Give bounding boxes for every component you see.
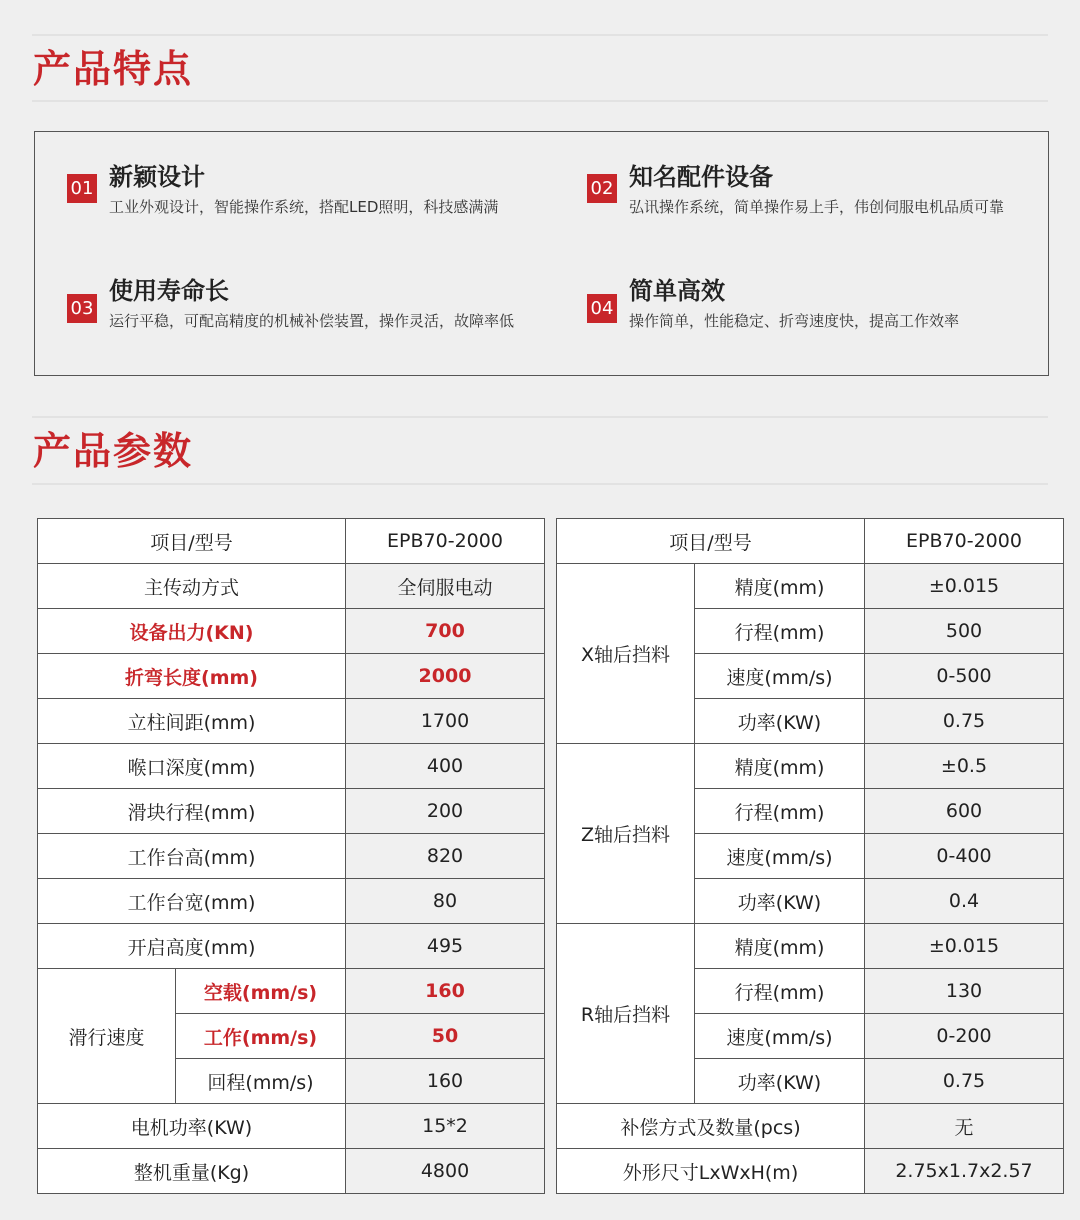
params-heading: 产品参数 [33, 429, 194, 473]
feature-desc: 工业外观设计，智能操作系统，搭配LED照明，科技感满满 [109, 198, 499, 216]
param-label: 工作台高(mm) [38, 834, 346, 879]
param-label: 行程(mm) [695, 789, 865, 834]
param-value: 0-200 [865, 1014, 1064, 1059]
feature-desc: 运行平稳，可配高精度的机械补偿装置，操作灵活，故障率低 [109, 312, 515, 330]
param-value: 无 [865, 1104, 1064, 1149]
param-label: 喉口深度(mm) [38, 744, 346, 789]
feature-desc: 弘讯操作系统，简单操作易上手，伟创伺服电机品质可靠 [629, 198, 1005, 216]
param-value: 600 [865, 789, 1064, 834]
spec-table-left [37, 518, 545, 1194]
param-value: ±0.015 [865, 564, 1064, 609]
param-value: 50 [346, 1014, 545, 1059]
param-label: 空载(mm/s) [176, 969, 346, 1014]
param-value: 0-400 [865, 834, 1064, 879]
param-label: 滑块行程(mm) [38, 789, 346, 834]
feature-title: 使用寿命长 [109, 277, 229, 305]
param-label: 开启高度(mm) [38, 924, 346, 969]
param-label: 行程(mm) [695, 609, 865, 654]
table-row [557, 924, 1064, 969]
table-row [557, 1149, 1064, 1194]
table-row [557, 564, 1064, 609]
table-row [38, 1149, 545, 1194]
table-row [38, 744, 545, 789]
param-label: 功率(KW) [695, 699, 865, 744]
param-label: 设备出力(KN) [38, 609, 346, 654]
table-row [38, 879, 545, 924]
params-heading-divider [32, 483, 1048, 485]
table-row [38, 699, 545, 744]
param-value: 0.4 [865, 879, 1064, 924]
table-row [557, 519, 1064, 564]
param-label: 速度(mm/s) [695, 654, 865, 699]
group-label: R轴后挡料 [557, 924, 695, 1104]
param-label: 功率(KW) [695, 879, 865, 924]
param-value: 700 [346, 609, 545, 654]
feature-number: 01 [67, 174, 97, 203]
group-label: Z轴后挡料 [557, 744, 695, 924]
param-label: 折弯长度(mm) [38, 654, 346, 699]
feature-number: 02 [587, 174, 617, 203]
feature-number: 04 [587, 294, 617, 323]
table-row [38, 1104, 545, 1149]
param-value: 全伺服电动 [346, 564, 545, 609]
feature-title: 新颖设计 [109, 163, 205, 191]
table-row [38, 654, 545, 699]
features-heading: 产品特点 [33, 47, 194, 91]
param-value: 4800 [346, 1149, 545, 1194]
param-label: 主传动方式 [38, 564, 346, 609]
features-heading-divider [32, 100, 1048, 102]
header-cell: 项目/型号 [38, 519, 346, 564]
feature-components [587, 164, 1027, 228]
table-row [38, 834, 545, 879]
param-value: 15*2 [346, 1104, 545, 1149]
param-label: 回程(mm/s) [176, 1059, 346, 1104]
table-row [38, 924, 545, 969]
param-label: 精度(mm) [695, 564, 865, 609]
header-cell: EPB70-2000 [865, 519, 1064, 564]
param-label: 功率(KW) [695, 1059, 865, 1104]
param-value: 160 [346, 1059, 545, 1104]
params-top-divider [32, 416, 1048, 418]
table-row [38, 609, 545, 654]
param-value: 200 [346, 789, 545, 834]
header-cell: EPB70-2000 [346, 519, 545, 564]
table-row [38, 969, 545, 1014]
param-value: 0.75 [865, 699, 1064, 744]
param-value: 820 [346, 834, 545, 879]
param-label: 电机功率(KW) [38, 1104, 346, 1149]
param-value: 130 [865, 969, 1064, 1014]
param-value: 80 [346, 879, 545, 924]
param-label: 行程(mm) [695, 969, 865, 1014]
feature-desc: 操作简单，性能稳定、折弯速度快，提高工作效率 [629, 312, 960, 330]
param-label: 精度(mm) [695, 924, 865, 969]
table-row [557, 744, 1064, 789]
param-label: 补偿方式及数量(pcs) [557, 1104, 865, 1149]
group-label: 滑行速度 [38, 969, 176, 1104]
header-cell: 项目/型号 [557, 519, 865, 564]
table-row [38, 519, 545, 564]
table-row [557, 1104, 1064, 1149]
param-label: 外形尺寸LxWxH(m) [557, 1149, 865, 1194]
table-row [38, 789, 545, 834]
param-label: 精度(mm) [695, 744, 865, 789]
param-value: 2.75x1.7x2.57 [865, 1149, 1064, 1194]
table-row [38, 564, 545, 609]
param-label: 速度(mm/s) [695, 1014, 865, 1059]
param-label: 速度(mm/s) [695, 834, 865, 879]
param-label: 整机重量(Kg) [38, 1149, 346, 1194]
feature-number: 03 [67, 294, 97, 323]
param-value: 160 [346, 969, 545, 1014]
top-divider [32, 34, 1048, 36]
group-label: X轴后挡料 [557, 564, 695, 744]
param-value: ±0.5 [865, 744, 1064, 789]
feature-long-life [67, 278, 567, 342]
feature-efficient [587, 278, 1027, 342]
param-value: ±0.015 [865, 924, 1064, 969]
param-value: 2000 [346, 654, 545, 699]
spec-table-right [556, 518, 1064, 1194]
param-value: 0-500 [865, 654, 1064, 699]
param-label: 工作台宽(mm) [38, 879, 346, 924]
feature-new-design [67, 164, 547, 228]
param-value: 495 [346, 924, 545, 969]
param-value: 400 [346, 744, 545, 789]
param-label: 立柱间距(mm) [38, 699, 346, 744]
param-value: 0.75 [865, 1059, 1064, 1104]
param-label: 工作(mm/s) [176, 1014, 346, 1059]
feature-title: 简单高效 [629, 277, 725, 305]
param-value: 1700 [346, 699, 545, 744]
feature-title: 知名配件设备 [629, 163, 773, 191]
param-value: 500 [865, 609, 1064, 654]
features-panel [34, 131, 1049, 376]
